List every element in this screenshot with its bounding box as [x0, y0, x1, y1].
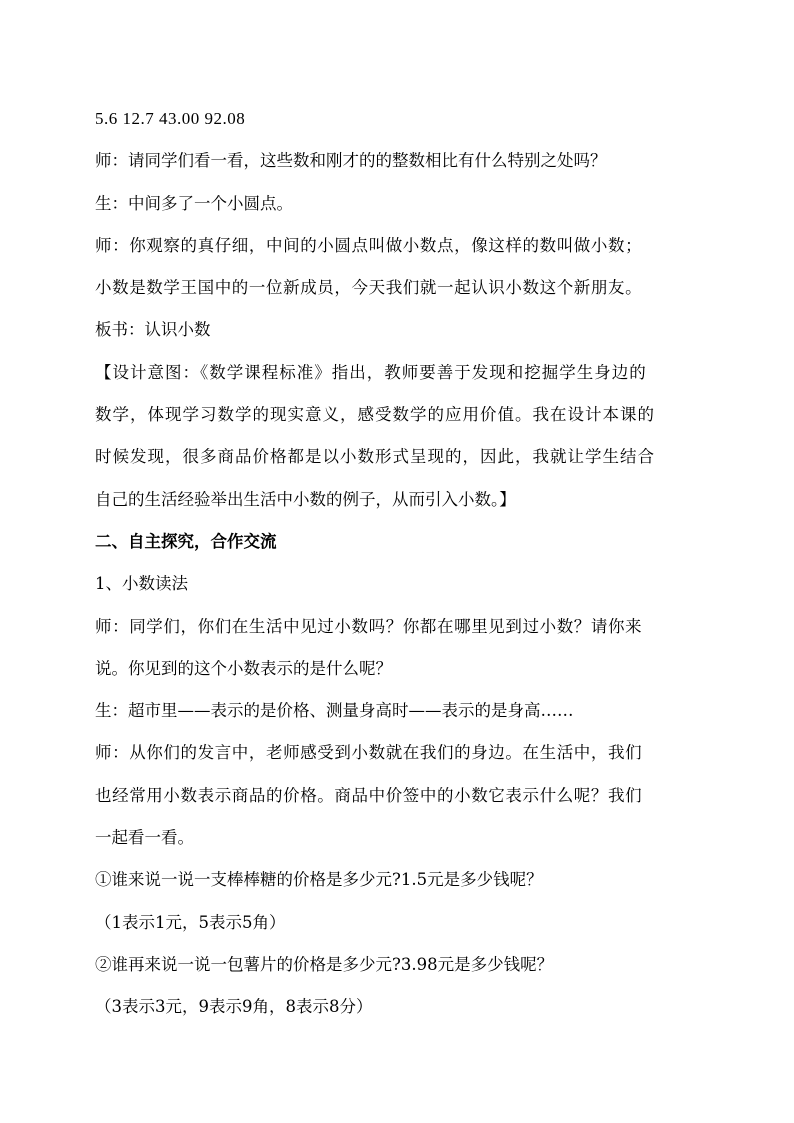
blackboard-title-line: 板书：认识小数 — [95, 320, 211, 340]
teacher-prompt-line-2: 说。你见到的这个小数表示的是什么呢？ — [95, 658, 392, 678]
answer-2-line: （3表示3元，9表示9角，8表示8分） — [95, 997, 373, 1017]
question-2-line: ②谁再来说一说一包薯片的价格是多少元?3.98元是多少钱呢？ — [95, 954, 554, 974]
design-intent-line-1: 【设计意图：《数学课程标准》指出，教师要善于发现和挖掘学生身边的 — [95, 362, 647, 382]
teacher-explanation-line-2: 小数是数学王国中的一位新成员，今天我们就一起认识小数这个新朋友。 — [95, 278, 643, 298]
teacher-summary-line-1: 师：从你们的发言中，老师感受到小数就在我们的身边。在生活中，我们 — [95, 743, 643, 763]
decimal-numbers-line: 5.6 12.7 43.00 92.08 — [95, 109, 246, 128]
teacher-explanation-line-1: 师：你观察的真仔细，中间的小圆点叫做小数点，像这样的数叫做小数； — [95, 235, 643, 255]
teacher-prompt-line-1: 师：同学们，你们在生活中见过小数吗？你都在哪里见到过小数？请你来 — [95, 616, 643, 636]
design-intent-line-3: 时候发现，很多商品价格都是以小数形式呈现的，因此，我就让学生结合 — [95, 447, 655, 467]
student-examples-line: 生：超市里——表示的是价格、测量身高时——表示的是身高…… — [95, 701, 574, 721]
student-answer-line: 生：中间多了一个小圆点。 — [95, 193, 293, 213]
teacher-summary-line-3: 一起看一看。 — [95, 828, 194, 848]
teacher-question-line: 师：请同学们看一看，这些数和刚才的的整数相比有什么特别之处吗？ — [95, 151, 607, 171]
question-1-line: ①谁来说一说一支棒棒糖的价格是多少元?1.5元是多少钱呢？ — [95, 870, 543, 890]
answer-1-line: （1表示1元，5表示5角） — [95, 912, 286, 932]
teacher-summary-line-2: 也经常用小数表示商品的价格。商品中价签中的小数它表示什么呢？我们 — [95, 785, 643, 805]
document-page — [95, 98, 705, 1029]
section-heading: 二、自主探究，合作交流 — [95, 531, 277, 551]
design-intent-line-4: 自己的生活经验举出生活中小数的例子，从而引入小数。】 — [95, 489, 516, 509]
design-intent-line-2: 数学，体现学习数学的现实意义，感受数学的应用价值。我在设计本课的 — [95, 405, 655, 425]
subsection-heading: 1、小数读法 — [95, 574, 188, 594]
